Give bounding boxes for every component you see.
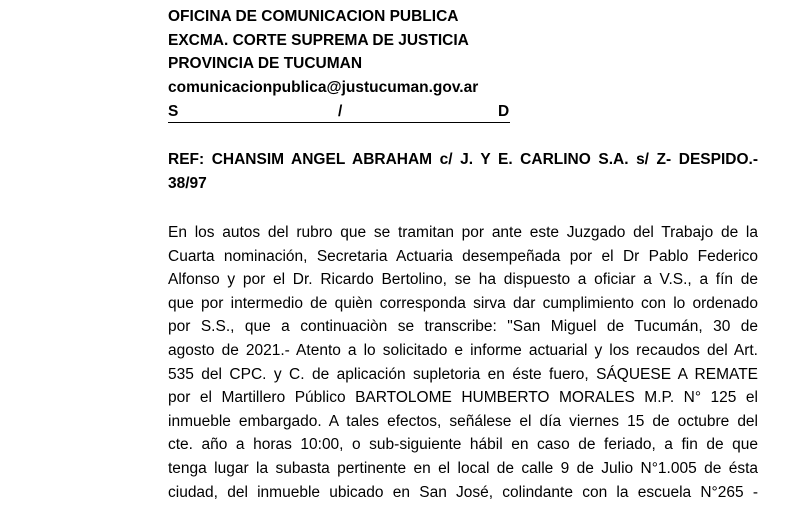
salutation-d: D <box>498 103 510 120</box>
case-reference <box>168 148 758 196</box>
body-paragraph <box>168 221 758 504</box>
salutation-slash: / <box>338 103 343 120</box>
body-line: En los autos del rubro que se tramitan por ante este Juzgado del Trabajo de la <box>168 224 758 241</box>
body-line: ciudad, del inmueble ubicado en San José, colindante con la escuela N°265 - <box>168 483 758 501</box>
province-name: PROVINCIA DE TUCUMAN <box>168 55 363 72</box>
body-line: agosto de 2021.- Atento a lo solicitado e informe actuarial y los recaudos del Art. <box>168 341 758 359</box>
body-line: por el Martillero Público BARTOLOME HUMBERTO MORALES M.P. N° 125 el <box>168 389 758 407</box>
case-number: 38/97 <box>168 175 207 192</box>
court-name: EXCMA. CORTE SUPREMA DE JUSTICIA <box>168 32 469 49</box>
body-line: inmueble embargado. A tales efectos, señálese el día viernes 15 de octubre del <box>168 412 758 430</box>
body-line: por S.S., que a continuaciòn se transcribe: "San Miguel de Tucumán, 30 de <box>168 318 758 336</box>
body-line: Cuarta nominación, Secretaria Actuaria desempeñada por el Dr Pablo Federico <box>168 247 758 265</box>
body-line: Alfonso y por el Dr. Ricardo Bertolino, se ha dispuesto a oficiar a V.S., a fín de <box>168 271 758 289</box>
body-line: tenga lugar la subasta pertinente en el local de calle 9 de Julio N°1.005 de ésta <box>168 459 758 477</box>
office-email: comunicacionpublica@justucuman.gov.ar <box>168 79 479 96</box>
body-line: cte. año a horas 10:00, o sub-siguiente hábil en caso de feriado, a fin de que <box>168 436 758 454</box>
salutation-line <box>168 100 510 123</box>
body-line: que por intermedio de quièn corresponda sirva dar cumplimiento con lo ordenado <box>168 294 758 312</box>
office-name: OFICINA DE COMUNICACION PUBLICA <box>168 8 459 25</box>
body-line: 535 del CPC. y C. de aplicación supletoria en éste fuero, SÁQUESE A REMATE <box>168 365 758 383</box>
case-reference-line: REF: CHANSIM ANGEL ABRAHAM c/ J. Y E. CARLINO S.A. s/ Z- DESPIDO.- <box>168 151 758 168</box>
salutation-s: S <box>168 103 179 120</box>
